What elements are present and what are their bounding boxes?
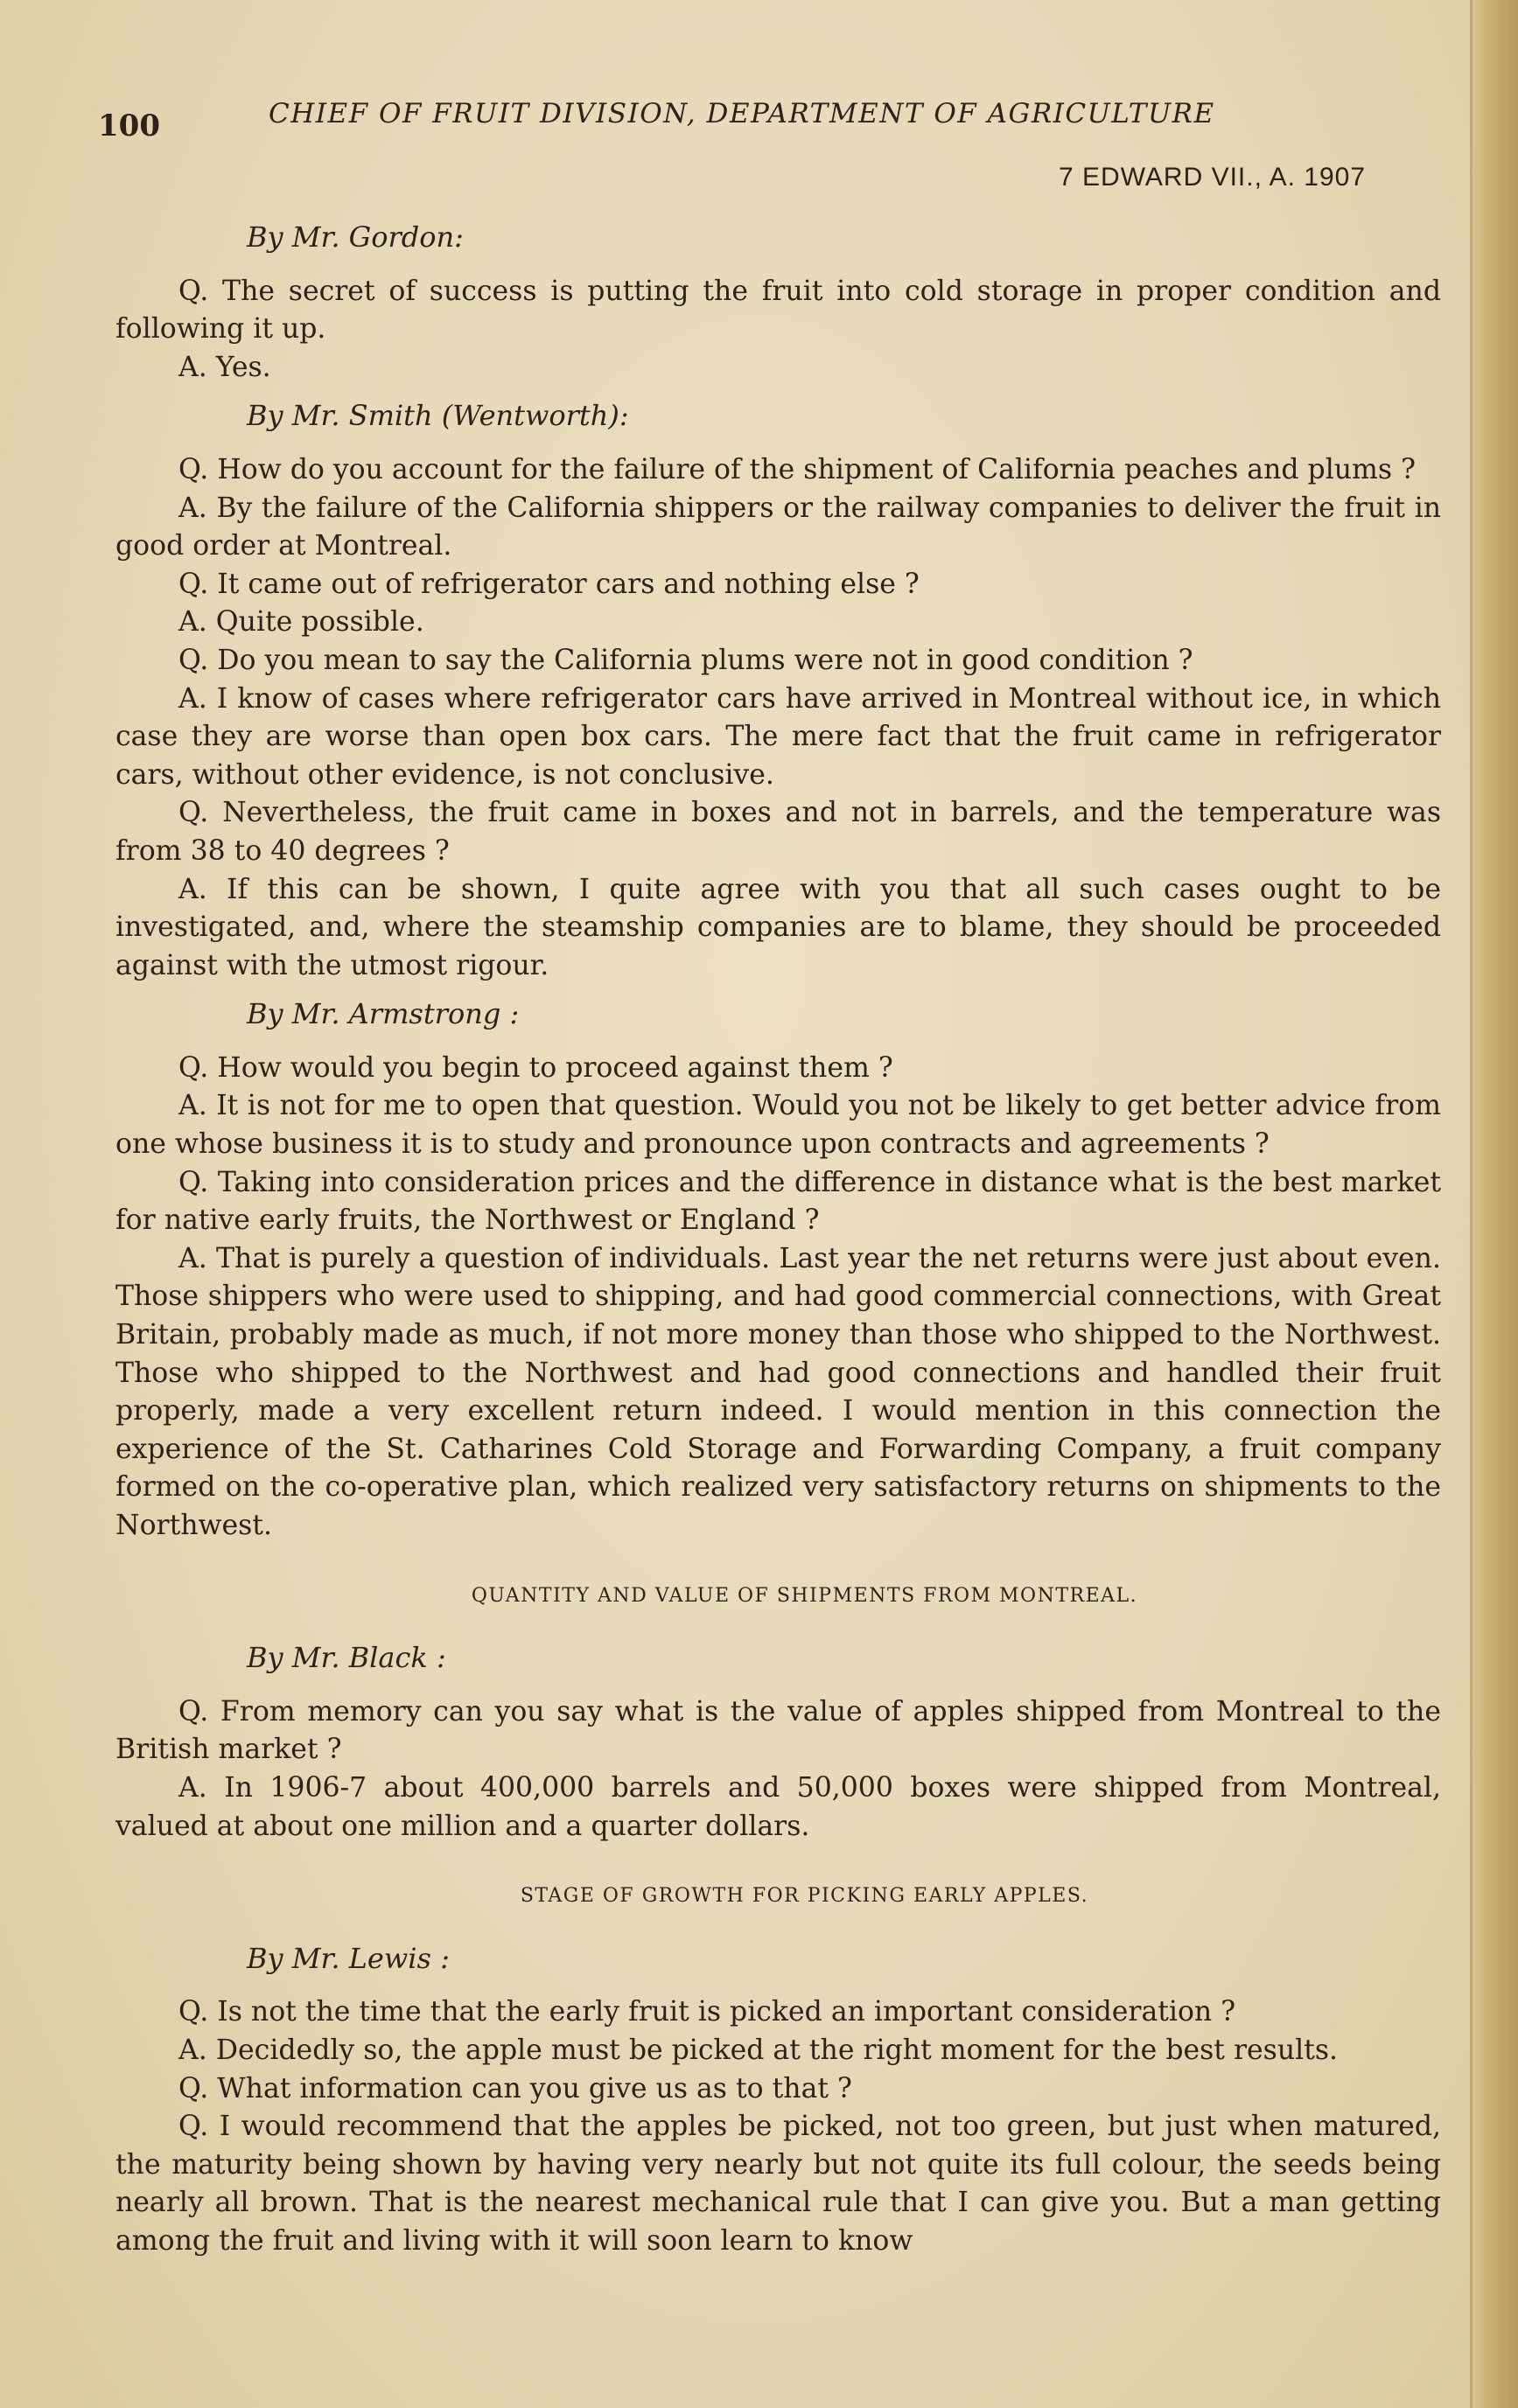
paragraph: A. In 1906-7 about 400,000 barrels and 50,000 boxes were shipped from Montreal, valued at about one million and a quarter dollars. [115, 1771, 1441, 1842]
paragraph: A. It is not for me to open that question. Would you not be likely to get better advice from one whose business it is to study and pronounce upon contracts and agreements ? [115, 1090, 1441, 1161]
paragraph: A. That is purely a question of individuals. Last year the net returns were just about even. Those shippers who were used to shipping, and had good commercial connections, with Great Britain, probably made as much, if not more money than those who shipped to the Northwest. Those who shipped to the Northwest and had good connections and handled their fruit properly, made a very excellent return indeed. I would mention in this connection the experience of the St. Catharines Cold Storage and Forwarding Company, a fruit company formed on the co-operative plan, which realized very satisfactory returns on shipments to the Northwest. [115, 1242, 1441, 1541]
paragraph: Q. Taking into consideration prices and the difference in distance what is the best market for native early fruits, the Northwest or England ? [115, 1166, 1441, 1237]
section-heading: STAGE OF GROWTH FOR PICKING EARLY APPLES. [520, 1885, 1089, 1908]
paragraph: Q. I would recommend that the apples be picked, not too green, but just when matured, the maturity being shown by having very nearly but not quite its full colour, the seeds being nearly all brown. That is the nearest mechanical rule that I can give you. But a man getting among the fruit and living with it will soon learn to know [115, 2111, 1441, 2257]
paragraph: A. Yes. [178, 351, 271, 383]
paragraph: Q. The secret of success is putting the fruit into cold storage in proper condition and following it up. [115, 275, 1441, 345]
running-head: CHIEF OF FRUIT DIVISION, DEPARTMENT OF AGRICULTURE [269, 98, 1215, 129]
paragraph: Q. How do you account for the failure of the shipment of California peaches and plums ? [178, 453, 1416, 485]
paragraph: Q. From memory can you say what is the value of apples shipped from Montreal to the British market ? [115, 1695, 1441, 1766]
paragraph: Q. How would you begin to proceed against them ? [178, 1051, 893, 1084]
speaker-heading: By Mr. Armstrong : [247, 997, 520, 1031]
page-header [98, 98, 1270, 147]
page-number: 100 [98, 108, 160, 143]
paragraph: Q. What information can you give us as to that ? [178, 2072, 852, 2104]
speaker-heading: By Mr. Gordon: [247, 220, 464, 254]
paragraph: Q. Nevertheless, the fruit came in boxes and not in barrels, and the temperature was from 38 to 40 degrees ? [115, 797, 1441, 867]
page-binding-edge [1473, 0, 1518, 2408]
paragraph: A. I know of cases where refrigerator cars have arrived in Montreal without ice, in which case they are worse than open box cars. The mere fact that the fruit came in refrigerator cars, without other evidence, is not conclusive. [115, 682, 1441, 791]
speaker-heading: By Mr. Lewis : [247, 1941, 450, 1975]
speaker-heading: By Mr. Smith (Wentworth): [247, 399, 629, 433]
paragraph: A. Quite possible. [178, 606, 424, 639]
paragraph: A. By the failure of the California shippers or the railway companies to deliver the fruit in good order at Montreal. [115, 492, 1441, 562]
paragraph: Q. It came out of refrigerator cars and nothing else ? [178, 568, 920, 600]
paragraph: Q. Is not the time that the early fruit is picked an important consideration ? [178, 1996, 1236, 2028]
paragraph: A. If this can be shown, I quite agree with you that all such cases ought to be investigated, and, where the steamship companies are to blame, they should be proceeded against with the utmost rigour. [115, 873, 1441, 981]
paragraph: Q. Do you mean to say the California plums were not in good condition ? [178, 644, 1193, 676]
speaker-heading: By Mr. Black : [247, 1641, 446, 1675]
document-body [115, 219, 1441, 2261]
session-heading: 7 EDWARD VII., A. 1907 [1059, 163, 1367, 192]
paragraph: A. Decidedly so, the apple must be picked at the right moment for the best results. [178, 2034, 1339, 2066]
section-heading: QUANTITY AND VALUE OF SHIPMENTS FROM MONTREAL. [471, 1584, 1138, 1607]
